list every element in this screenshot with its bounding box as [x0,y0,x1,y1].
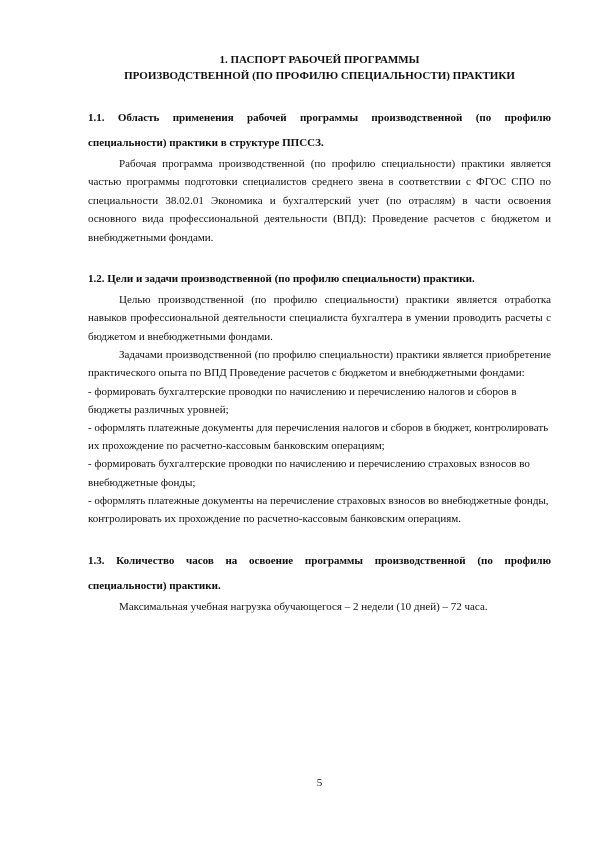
paragraph: Задачами производственной (по профилю специальности) практики является приобретение практического опыта по ВПД Проведение расчетов с бюджетом и внебюджетными фондами: [88,349,551,380]
page-number: 5 [316,777,323,789]
title-line-2: ПРОИЗВОДСТВЕННОЙ (ПО ПРОФИЛЮ СПЕЦИАЛЬНОСТИ) ПРАКТИКИ [124,70,515,82]
section-heading: 1.3. Количество часов на освоение программы производственной (по профилю специальности) практики. [88,555,551,592]
document-title [88,52,551,84]
section-heading: 1.2. Цели и задачи производственной (по профилю специальности) практики. [88,273,475,286]
title-line-1: 1. ПАСПОРТ РАБОЧЕЙ ПРОГРАММЫ [219,54,420,66]
section-1-1 [88,106,551,247]
section-heading: 1.1. Область применения рабочей программы производственной (по профилю специальности) практики в структуре ППССЗ. [88,112,551,149]
section-1-2 [88,267,551,528]
section-1-3 [88,549,551,616]
list-item: - формировать бухгалтерские проводки по начислению и перечислению страховых взносов во внебюджетные фонды; [88,458,530,489]
list-item: - формировать бухгалтерские проводки по начислению и перечислению налогов и сборов в бюджеты различных уровней; [88,385,517,416]
paragraph: Максимальная учебная нагрузка обучающегося – 2 недели (10 дней) – 72 часа. [119,601,488,614]
paragraph: Целью производственной (по профилю специальности) практики является отработка навыков профессиональной деятельности специалиста бухгалтера в умении проводить расчеты с бюджетом и внебюджетными фондами. [88,294,551,343]
list-item: - оформлять платежные документы на перечисление страховых взносов во внебюджетные фонды, контролировать их прохождение по расчетно-кассовым банковским операциям. [88,494,549,526]
list-item: - оформлять платежные документы для перечисления налогов и сборов в бюджет, контролировать их прохождение по расчетно-кассовым банковским операциям; [88,422,549,453]
paragraph: Рабочая программа производственной (по профилю специальности) практики является частью программы подготовки специалистов среднего звена в соответствии с ФГОС СПО по специальности 38.02.01 Экономика и бухгалтерский учет (по отраслям) в части освоения основного вида профессиональной деятельности (ВПД): Проведение расчетов с бюджетом и внебюджетными фондами. [88,158,551,244]
